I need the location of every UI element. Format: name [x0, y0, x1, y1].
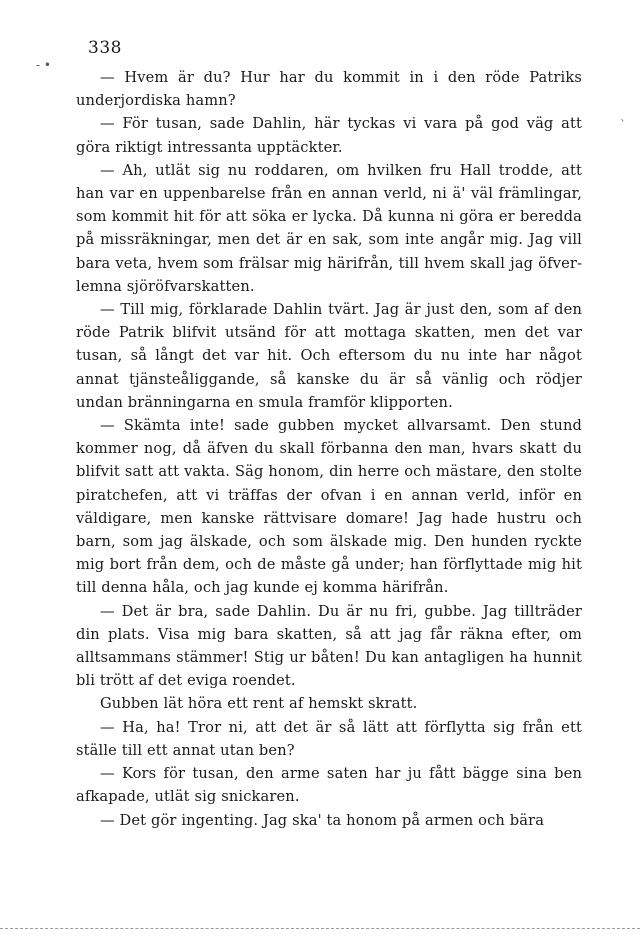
paragraph: — Ah, utlät sig nu roddaren, om hvilken fru Hall trodde, att han var en uppenbarelse från en annan verld, ni ä' väl främlingar, som kommit hit för att söka er lycka. Då kunna ni göra er beredda på missräkningar, men det är en sak, som inte angår mig. Jag vill bara veta, hvem som frälsar mig härifrån, till hvem skall jag öfverlemna sjöröfvarskatten. [76, 161, 582, 295]
paragraph: — För tusan, sade Dahlin, här tyckas vi vara på god väg att göra riktigt intressanta upptäckter. [76, 115, 582, 156]
body-text [76, 66, 582, 832]
paragraph: — Ha, ha! Tror ni, att det är så lätt att förflytta sig från ett ställe till ett annat utan ben? [76, 718, 582, 759]
paragraph: — Det är bra, sade Dahlin. Du är nu fri, gubbe. Jag tillträder din plats. Visa mig bara skatten, så att jag får räkna efter, om alltsammans stämmer! Stig ur båten! Du kan antagligen ha hunnit bli trött af det eviga roendet. [76, 602, 582, 690]
paragraph: — Kors för tusan, den arme saten har ju fått bägge sina ben afkapade, utlät sig snickaren. [76, 765, 582, 806]
scan-speck-mark: ˋ [620, 118, 626, 132]
paragraph: Gubben lät höra ett rent af hemskt skratt. [100, 695, 418, 713]
paragraph: — Det gör ingenting. Jag ska' ta honom på armen och bära [100, 811, 545, 829]
page-number: 338 [88, 38, 122, 58]
page-bottom-edge [0, 928, 640, 929]
paragraph: — Skämta inte! sade gubben mycket allvarsamt. Den stund kommer nog, då äfven du skall förbanna den man, hvars skatt du blifvit satt att vakta. Säg honom, din herre och mästare, den stolte piratchefen, att vi träffas der ofvan i en annan verld, inför en väldigare, men kanske rättvisare domare! Jag hade hustru och barn, som jag älskade, och som älskade mig. Den hunden ryckte mig bort från dem, och de måste gå under; han förflyttade mig hit till denna håla, och jag kunde ej komma härifrån. [76, 417, 582, 597]
paragraph: — Till mig, förklarade Dahlin tvärt. Jag är just den, som af den röde Patrik blifvit utsänd för att mottaga skatten, men det var tusan, så långt det var hit. Och eftersom du nu inte har något annat tjänsteåliggande, så kanske du är så vänlig och rödjer undan bränningarna en smula framför klipporten. [76, 301, 582, 411]
scan-speck-mark: - • [36, 58, 51, 72]
paragraph: — Hvem är du? Hur har du kommit in i den röde Patriks underjordiska hamn? [76, 69, 582, 110]
